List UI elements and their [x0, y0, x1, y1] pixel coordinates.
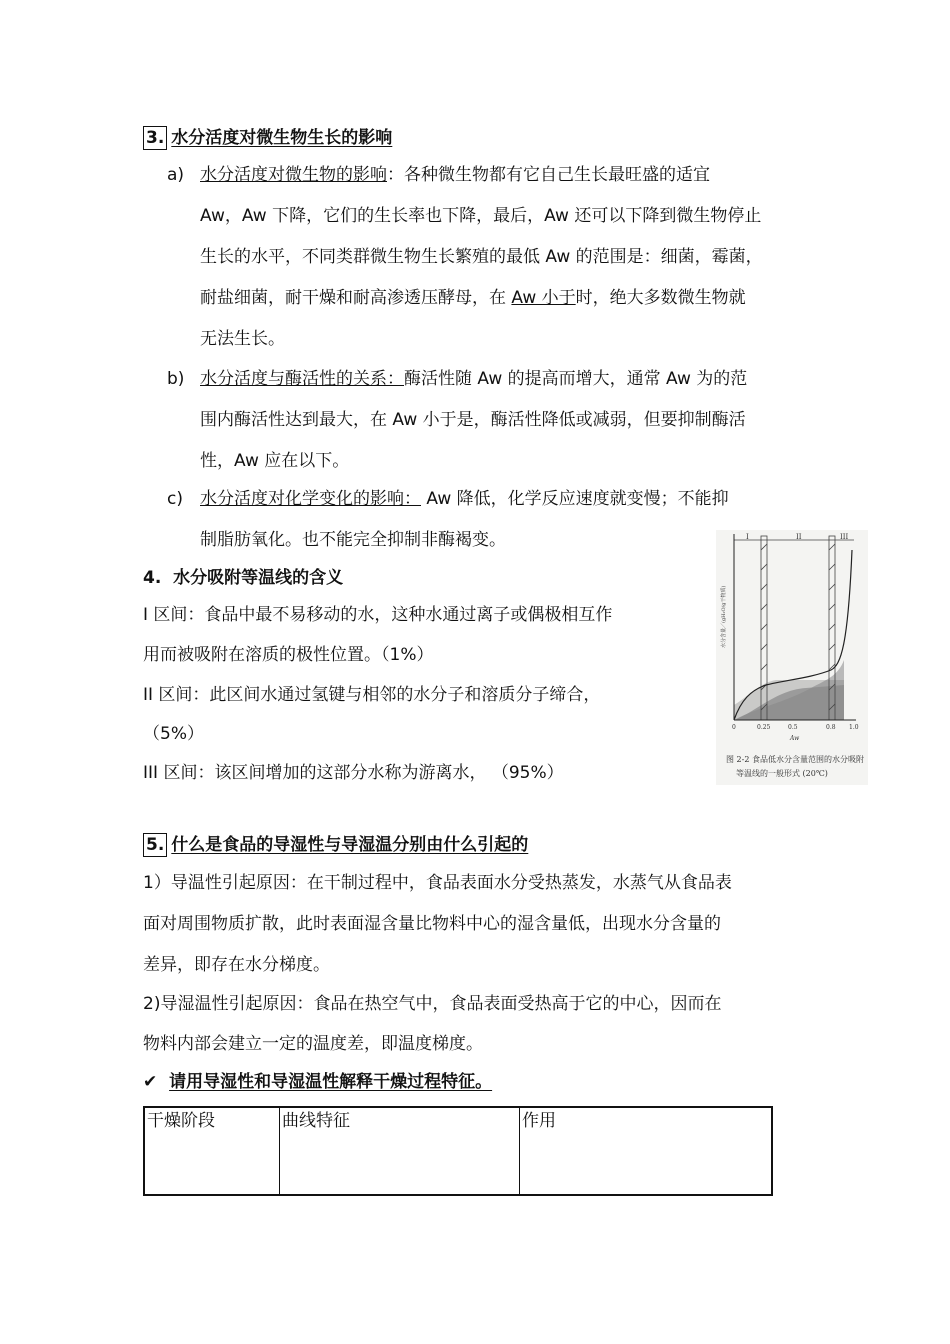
xtick-08: 0.8: [826, 724, 836, 731]
section3-number: 3.: [143, 126, 167, 150]
section5-number: 5.: [143, 833, 167, 857]
para1-line1: 1）导温性引起原因：在干制过程中，食品表面水分受热蒸发，水蒸气从食品表: [143, 873, 732, 893]
zone1-line2: 用而被吸附在溶质的极性位置。（1%）: [143, 645, 434, 665]
section3-title: 水分活度对微生物生长的影响: [171, 128, 393, 148]
isotherm-plot: [716, 530, 868, 785]
item-c-line2: 制脂肪氧化。也不能完全抑制非酶褐变。: [200, 530, 506, 550]
task-title: 请用导湿性和导湿温性解释干燥过程特征。: [169, 1072, 493, 1092]
y-axis-label: 水分含量／(gH₂O/g干物质): [721, 585, 727, 648]
xtick-05: 0.5: [788, 724, 798, 731]
sorption-isotherm-figure: [716, 530, 868, 785]
item-c-marker: c): [167, 489, 183, 509]
item-a-marker: a): [167, 165, 185, 185]
table-header-effect: 作用: [520, 1107, 773, 1195]
zone2-line1: II 区间：此区间水通过氢键与相邻的水分子和溶质分子缔合，: [143, 685, 601, 705]
item-a-line4-underlined: Aw 小于: [511, 288, 576, 308]
item-b-line2: 围内酶活性达到最大，在 Aw 小于是，酶活性降低或减弱，但要抑制酶活: [200, 410, 746, 430]
zone3-line: III 区间：该区间增加的这部分水称为游离水， （95%）: [143, 763, 564, 783]
checkmark-icon: ✔: [143, 1072, 158, 1092]
item-c-line1: [200, 488, 729, 510]
para1-line2: 面对周围物质扩散，此时表面湿含量比物料中心的湿含量低，出现水分含量的: [143, 914, 721, 934]
figure-caption-2: 等温线的一般形式 (20℃): [736, 769, 828, 778]
zone1-line1: I 区间：食品中最不易移动的水，这种水通过离子或偶极相互作: [143, 605, 613, 625]
item-a-line2: Aw，Aw 下降，它们的生长率也下降，最后，Aw 还可以下降到微生物停止: [200, 206, 762, 226]
figure-caption-1: 图 2-2 食品低水分含量范围的水分吸附: [726, 755, 864, 764]
zone-label-2: II: [796, 533, 802, 541]
zone-label-3: III: [840, 533, 849, 541]
para2-line1: 2)导湿温性引起原因：食品在热空气中，食品表面受热高于它的中心，因而在: [143, 994, 722, 1014]
xtick-025: 0.25: [757, 724, 771, 731]
section3-heading: [143, 126, 392, 150]
item-a-line1-text: ：各种微生物都有它自己生长最旺盛的适宜: [387, 165, 710, 185]
item-a-label: 水分活度对微生物的影响: [200, 165, 387, 185]
section5-heading: [143, 833, 528, 857]
item-b-label: 水分活度与酶活性的关系：: [200, 369, 404, 389]
xtick-0: 0: [732, 724, 736, 731]
table-header-stage: 干燥阶段: [144, 1107, 280, 1195]
item-c-label: 水分活度对化学变化的影响：: [200, 489, 421, 509]
section5-title: 什么是食品的导湿性与导湿温分别由什么引起的: [171, 835, 529, 855]
item-a-line3: 生长的水平，不同类群微生物生长繁殖的最低 Aw 的范围是：细菌，霉菌，: [200, 247, 763, 267]
section4-number: 4.: [143, 568, 162, 588]
item-a-line1: [200, 164, 710, 186]
section4-title: 水分吸附等温线的含义: [173, 568, 344, 588]
x-axis-label: Aw: [790, 735, 800, 742]
table-header-curve: 曲线特征: [280, 1107, 520, 1195]
item-c-line1-text: Aw 降低，化学反应速度就变慢；不能抑: [421, 489, 729, 509]
item-b-marker: b): [167, 369, 185, 389]
item-a-line4-post: 时，绝大多数微生物就: [575, 288, 746, 308]
item-b-line1-text: 酶活性随 Aw 的提高而增大，通常 Aw 为的范: [404, 369, 748, 389]
section4-heading: [143, 567, 343, 589]
task-heading: [143, 1071, 492, 1093]
para1-line3: 差异，即存在水分梯度。: [143, 955, 330, 975]
para2-line2: 物料内部会建立一定的温度差，即温度梯度。: [143, 1034, 483, 1054]
zone-label-1: I: [746, 533, 749, 541]
xtick-10: 1.0: [849, 724, 859, 731]
item-b-line3: 性，Aw 应在以下。: [200, 451, 350, 471]
item-a-line5: 无法生长。: [200, 329, 285, 349]
table-row: [144, 1107, 772, 1195]
item-b-line1: [200, 368, 747, 390]
zone2-line2: （5%）: [143, 724, 204, 744]
item-a-line4: [200, 287, 746, 309]
drying-table: [143, 1106, 773, 1196]
item-a-line4-pre: 耐盐细菌，耐干燥和耐高渗透压酵母，在: [200, 288, 512, 308]
